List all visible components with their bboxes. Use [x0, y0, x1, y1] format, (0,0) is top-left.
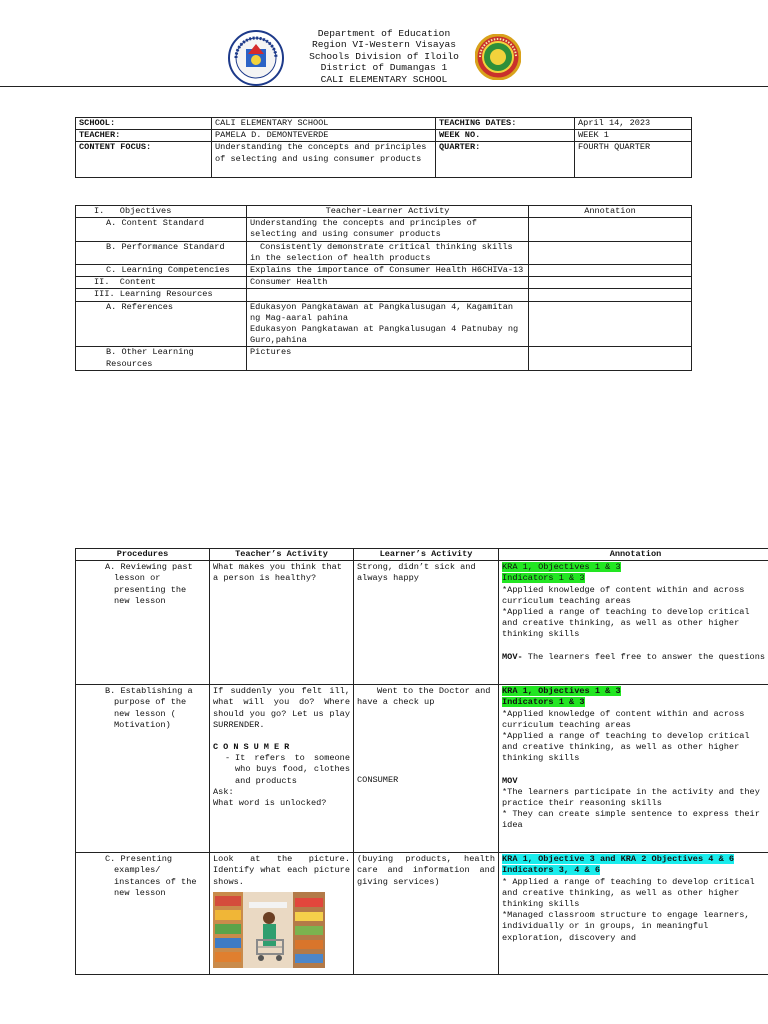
procedure-a-teacher: What makes you think that a person is healthy? [210, 561, 354, 685]
procedure-c-teacher [210, 853, 354, 975]
mov-text: The learners feel free to answer the questions [522, 651, 766, 662]
reference-2: Edukasyon Pangkatawan at Pangkalusugan 4 Patnubay ng Guro,pahina [250, 324, 519, 346]
teacher-text: - It refers to someone who buys food, clothes and products [213, 753, 350, 787]
procedure-a-learner: Strong, didn’t sick and always happy [354, 561, 499, 685]
kra-highlight: KRA 1, Objective 3 and KRA 2 Objectives 4 & 6 [502, 854, 735, 865]
content-value: Consumer Health [247, 277, 529, 289]
annotation-note: * Applied a range of teaching to develop critical and creative thinking, as well as other higher thinking skills [502, 876, 755, 910]
objectives-table [75, 205, 692, 371]
objectives-header-row [76, 206, 692, 218]
annotation-note: *Managed classroom structure to engage learners, individually or in groups, in meaningful exploration, discovery and [502, 910, 750, 943]
procedures-header-row [76, 549, 768, 561]
school-label: SCHOOL: [76, 118, 212, 130]
annotation-cell [529, 277, 692, 289]
annotation-note: *Applied knowledge of content within and across curriculum teaching areas [502, 708, 745, 730]
annotation-note: *Applied a range of teaching to develop critical and creative thinking, as well as other higher thinking skills [502, 607, 750, 640]
quarter-value: FOURTH QUARTER [575, 142, 692, 178]
kra-highlight: KRA 1, Objectives 1 & 3 [502, 686, 621, 697]
other-resources-label: B. Other Learning Resources [76, 347, 247, 370]
references-value [247, 301, 529, 347]
references-label: A. References [76, 301, 247, 347]
activity-col-header: Teacher-Learner Activity [247, 206, 529, 218]
learner-text: CONSUMER [357, 774, 399, 785]
procedure-a-annotation [499, 561, 768, 685]
week-label: WEEK NO. [436, 130, 575, 142]
procedure-a-label: A. Reviewing past lesson or presenting the new lesson [76, 561, 210, 685]
procedure-b-annotation [499, 685, 768, 853]
unlocked-word: CONSUMER [213, 742, 295, 753]
department-name: Department of Education [317, 28, 451, 39]
week-value: WEEK 1 [575, 130, 692, 142]
performance-standard-label: B. Performance Standard [76, 241, 247, 264]
grocery-shopping-picture [213, 892, 325, 968]
procedure-b-teacher [210, 685, 354, 853]
school-value: CALI ELEMENTARY SCHOOL [212, 118, 436, 130]
objectives-col-header: I. Objectives [76, 206, 247, 218]
performance-standard-value: Consistently demonstrate critical thinking skills in the selection of health products [247, 241, 529, 264]
annotation-col-header: Annotation [499, 549, 768, 561]
region-name: Region VI-Western Visayas [312, 39, 456, 51]
procedure-c-learner: (buying products, health care and information and giving services) [354, 853, 499, 975]
division-name: Schools Division of Iloilo [309, 50, 459, 62]
teacher-label: TEACHER: [76, 130, 212, 142]
annotation-cell [529, 241, 692, 264]
teaching-dates-value: April 14, 2023 [575, 118, 692, 130]
learner-activity-col-header: Learner’s Activity [354, 549, 499, 561]
teacher-text: Ask: [213, 786, 234, 797]
learning-competencies-row [76, 265, 692, 277]
annotation-col-header: Annotation [529, 206, 692, 218]
header-text [0, 28, 768, 85]
grocery-aisle-image [213, 892, 325, 968]
references-row [76, 301, 692, 347]
annotation-cell [529, 347, 692, 370]
content-focus-value: Understanding the concepts and principles of selecting and using consumer products [212, 142, 436, 178]
other-resources-value: Pictures [247, 347, 529, 370]
annotation-cell [529, 301, 692, 347]
mov-note [502, 652, 768, 663]
teacher-text: What word is unlocked? [213, 798, 327, 809]
mov-label: MOV [502, 775, 518, 786]
other-resources-row [76, 347, 692, 370]
annotation-cell [529, 218, 692, 241]
learning-competencies-label: C. Learning Competencies [76, 265, 247, 277]
procedure-row-c [76, 853, 768, 975]
procedures-col-header: Procedures [76, 549, 210, 561]
indicators-highlight: Indicators 1 & 3 [502, 697, 585, 708]
teacher-value: PAMELA D. DEMONTEVERDE [212, 130, 436, 142]
annotation-cell [529, 265, 692, 277]
info-row [76, 142, 692, 178]
learning-competencies-value: Explains the importance of Consumer Health H6CHIVa-13 [247, 265, 529, 277]
district-name: District of Dumangas 1 [320, 62, 448, 74]
mov-text: *The learners participate in the activity and they practice their reasoning skills [502, 786, 760, 809]
learning-resources-label: III. Learning Resources [76, 289, 247, 301]
content-standard-label: A. Content Standard [76, 218, 247, 241]
procedure-b-label: B. Establishing a purpose of the new lesson ( Motivation) [76, 685, 210, 853]
indicators-highlight: Indicators 3, 4 & 6 [502, 865, 600, 876]
quarter-label: QUARTER: [436, 142, 575, 178]
header-divider [0, 86, 768, 87]
learning-resources-row [76, 289, 692, 301]
annotation-note: *Applied knowledge of content within and across curriculum teaching areas [502, 584, 745, 606]
school-name: CALI ELEMENTARY SCHOOL [320, 73, 448, 85]
teacher-activity-col-header: Teacher’s Activity [210, 549, 354, 561]
reference-1: Edukasyon Pangkatawan at Pangkalusugan 4, Kagamitan ng Mag-aaral pahina [250, 301, 514, 323]
indicators-highlight: Indicators 1 & 3 [502, 573, 585, 584]
teaching-dates-label: TEACHING DATES: [436, 118, 575, 130]
lesson-info-table [75, 117, 692, 178]
mov-text: * They can create simple sentence to express their idea [502, 809, 760, 831]
empty-cell [247, 289, 529, 301]
annotation-cell [529, 289, 692, 301]
procedures-table [75, 548, 768, 975]
annotation-note: *Applied a range of teaching to develop critical and creative thinking, as well as other higher thinking skills [502, 731, 750, 764]
performance-standard-row [76, 241, 692, 264]
procedure-b-learner [354, 685, 499, 853]
content-label: II. Content [76, 277, 247, 289]
procedure-row-a [76, 561, 768, 685]
mov-label: MOV- [502, 651, 523, 662]
content-focus-label: CONTENT FOCUS: [76, 142, 212, 178]
learner-text: Went to the Doctor and have a check up [357, 686, 491, 708]
procedure-row-b [76, 685, 768, 853]
procedure-c-label: C. Presenting examples/ instances of the new lesson [76, 853, 210, 975]
content-standard-row [76, 218, 692, 241]
content-standard-value: Understanding the concepts and principles of selecting and using consumer products [247, 218, 529, 241]
teacher-text: If suddenly you felt ill, what will you do? Where should you go? Let us play SURRENDER. [213, 686, 350, 730]
content-row [76, 277, 692, 289]
info-row [76, 118, 692, 130]
procedure-c-annotation [499, 853, 768, 975]
info-row [76, 130, 692, 142]
school-seal-icon [475, 34, 521, 80]
document-header [0, 28, 768, 88]
kra-highlight: KRA 1, Objectives 1 & 3 [502, 562, 621, 573]
teacher-text: Look at the picture. Identify what each picture shows. [213, 854, 350, 887]
